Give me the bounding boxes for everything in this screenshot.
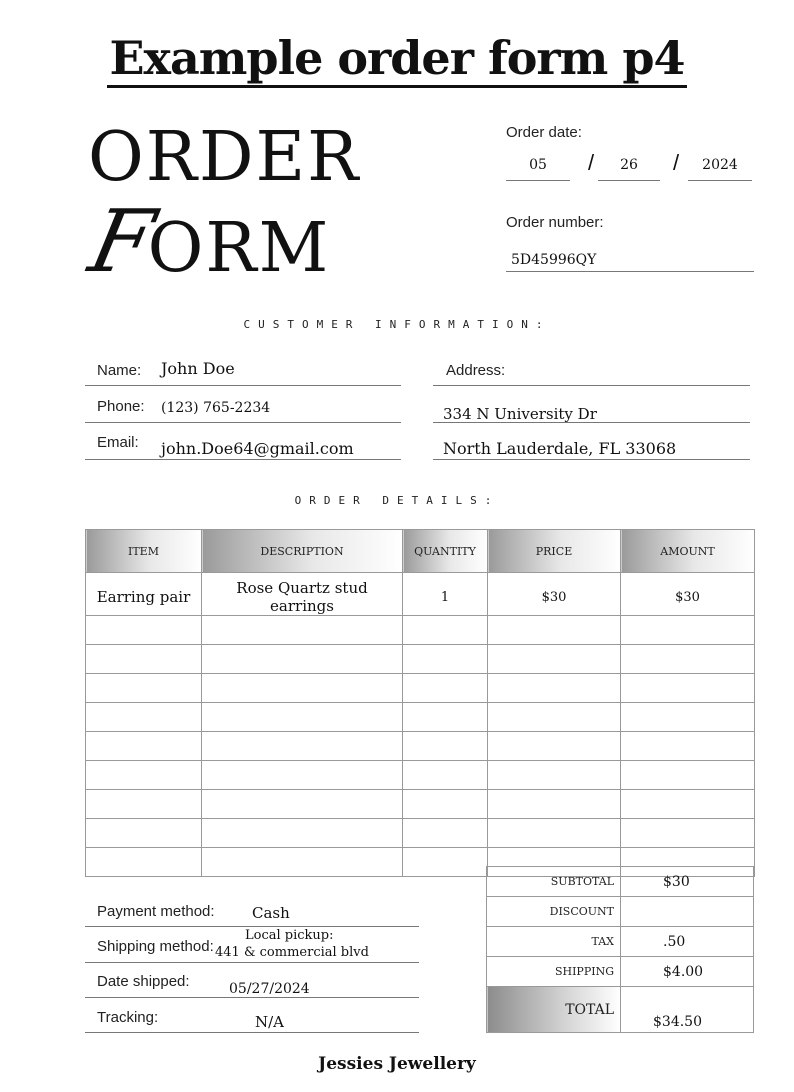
page-title [0, 28, 794, 88]
column-header-price: PRICE [488, 530, 621, 573]
cell-description [202, 819, 403, 848]
cell-description [202, 645, 403, 674]
shipping-method-line1: Local pickup: [245, 928, 334, 943]
tax-value: .50 [621, 927, 754, 957]
cell-quantity [403, 819, 488, 848]
shipping-row [487, 957, 754, 987]
date-separator-2: / [673, 150, 680, 175]
address-line1-value: 334 N University Dr [443, 405, 597, 423]
script-f-letter: F [81, 192, 165, 292]
cell-amount [621, 732, 755, 761]
order-number-value: 5D45996QY [511, 252, 597, 268]
discount-label: DISCOUNT [487, 897, 621, 927]
payment-method-value: Cash [252, 904, 290, 922]
table-header-row [86, 530, 755, 573]
order-number-line [506, 271, 754, 272]
cell-amount: $30 [621, 573, 755, 616]
cell-price [488, 645, 621, 674]
cell-price [488, 790, 621, 819]
cell-item [86, 732, 202, 761]
cell-description [202, 732, 403, 761]
cell-description: Rose Quartz stud earrings [202, 573, 403, 616]
phone-value: (123) 765-2234 [161, 400, 271, 416]
table-row [86, 616, 755, 645]
cell-price [488, 819, 621, 848]
cell-price [488, 732, 621, 761]
date-shipped-line [85, 997, 419, 998]
cell-item [86, 645, 202, 674]
cell-amount [621, 819, 755, 848]
cell-quantity [403, 732, 488, 761]
totals-table [486, 866, 754, 1033]
tax-row [487, 927, 754, 957]
shipping-cost-label: SHIPPING [487, 957, 621, 987]
order-date-year-line [688, 180, 752, 181]
address-line-0 [433, 385, 750, 386]
cell-amount [621, 645, 755, 674]
orm-letters: ORM [147, 209, 331, 288]
discount-value [621, 897, 754, 927]
cell-price [488, 674, 621, 703]
tracking-line [85, 1032, 419, 1033]
cell-description [202, 761, 403, 790]
cell-quantity: 1 [403, 573, 488, 616]
tracking-value: N/A [255, 1013, 285, 1031]
cell-quantity [403, 674, 488, 703]
table-row [86, 703, 755, 732]
order-items-table [85, 529, 755, 877]
payment-method-label: Payment method: [97, 903, 215, 920]
order-number-label: Order number: [506, 214, 604, 231]
shipping-method-label: Shipping method: [97, 938, 214, 955]
order-date-month-line [506, 180, 570, 181]
column-header-quantity: QUANTITY [403, 530, 488, 573]
tracking-label: Tracking: [97, 1009, 159, 1026]
column-header-amount: AMOUNT [621, 530, 755, 573]
name-value: John Doe [161, 359, 235, 378]
table-row [86, 573, 755, 616]
name-label: Name: [97, 362, 142, 379]
cell-price [488, 761, 621, 790]
name-line [85, 385, 401, 386]
cell-item: Earring pair [86, 573, 202, 616]
cell-item [86, 790, 202, 819]
order-date-label: Order date: [506, 124, 582, 141]
date-shipped-value: 05/27/2024 [229, 981, 310, 997]
shipping-method-line [85, 962, 419, 963]
subtotal-label: SUBTOTAL [487, 867, 621, 897]
cell-item [86, 848, 202, 877]
order-details-heading: ORDER DETAILS: [294, 494, 500, 507]
email-value: john.Doe64@gmail.com [161, 439, 354, 458]
footer-brand: Jessies Jewellery [318, 1054, 476, 1074]
total-label: TOTAL [487, 987, 621, 1033]
total-row [487, 987, 754, 1033]
email-line [85, 459, 401, 460]
address-label: Address: [446, 362, 506, 379]
cell-item [86, 703, 202, 732]
cell-quantity [403, 848, 488, 877]
email-label: Email: [97, 434, 139, 451]
table-row [86, 645, 755, 674]
cell-amount [621, 761, 755, 790]
cell-item [86, 761, 202, 790]
order-date-month: 05 [529, 157, 547, 173]
shipping-method-line2: 441 & commercial blvd [215, 945, 369, 960]
column-header-description: DESCRIPTION [202, 530, 403, 573]
cell-amount [621, 790, 755, 819]
table-row [86, 819, 755, 848]
shipping-cost-value: $4.00 [621, 957, 754, 987]
cell-item [86, 674, 202, 703]
page-title-text: Example order form p4 [107, 31, 686, 88]
cell-quantity [403, 616, 488, 645]
phone-label: Phone: [97, 398, 145, 415]
address-line-1 [433, 422, 750, 423]
cell-quantity [403, 761, 488, 790]
cell-amount [621, 616, 755, 645]
subtotal-value: $30 [621, 867, 754, 897]
cell-amount [621, 703, 755, 732]
date-separator-1: / [588, 150, 595, 175]
cell-description [202, 674, 403, 703]
cell-amount [621, 674, 755, 703]
order-date-day-line [598, 180, 660, 181]
cell-price: $30 [488, 573, 621, 616]
column-header-item: ITEM [86, 530, 202, 573]
table-row [86, 761, 755, 790]
address-line-2 [433, 459, 750, 460]
cell-price [488, 616, 621, 645]
date-shipped-label: Date shipped: [97, 973, 190, 990]
discount-row [487, 897, 754, 927]
cell-item [86, 819, 202, 848]
cell-price [488, 703, 621, 732]
cell-quantity [403, 703, 488, 732]
address-line2-value: North Lauderdale, FL 33068 [443, 439, 677, 458]
cell-quantity [403, 645, 488, 674]
total-value: $34.50 [621, 987, 754, 1033]
cell-description [202, 616, 403, 645]
cell-description [202, 703, 403, 732]
table-row [86, 732, 755, 761]
order-date-day: 26 [620, 157, 638, 173]
cell-description [202, 790, 403, 819]
cell-item [86, 616, 202, 645]
customer-info-heading: CUSTOMER INFORMATION: [243, 318, 551, 331]
cell-quantity [403, 790, 488, 819]
subtotal-row [487, 867, 754, 897]
order-form-heading-line2 [81, 192, 331, 292]
order-form-heading-line1: ORDER [88, 118, 361, 197]
table-row [86, 674, 755, 703]
payment-line [85, 926, 419, 927]
cell-description [202, 848, 403, 877]
tax-label: TAX [487, 927, 621, 957]
table-row [86, 790, 755, 819]
order-date-year: 2024 [702, 157, 738, 173]
phone-line [85, 422, 401, 423]
